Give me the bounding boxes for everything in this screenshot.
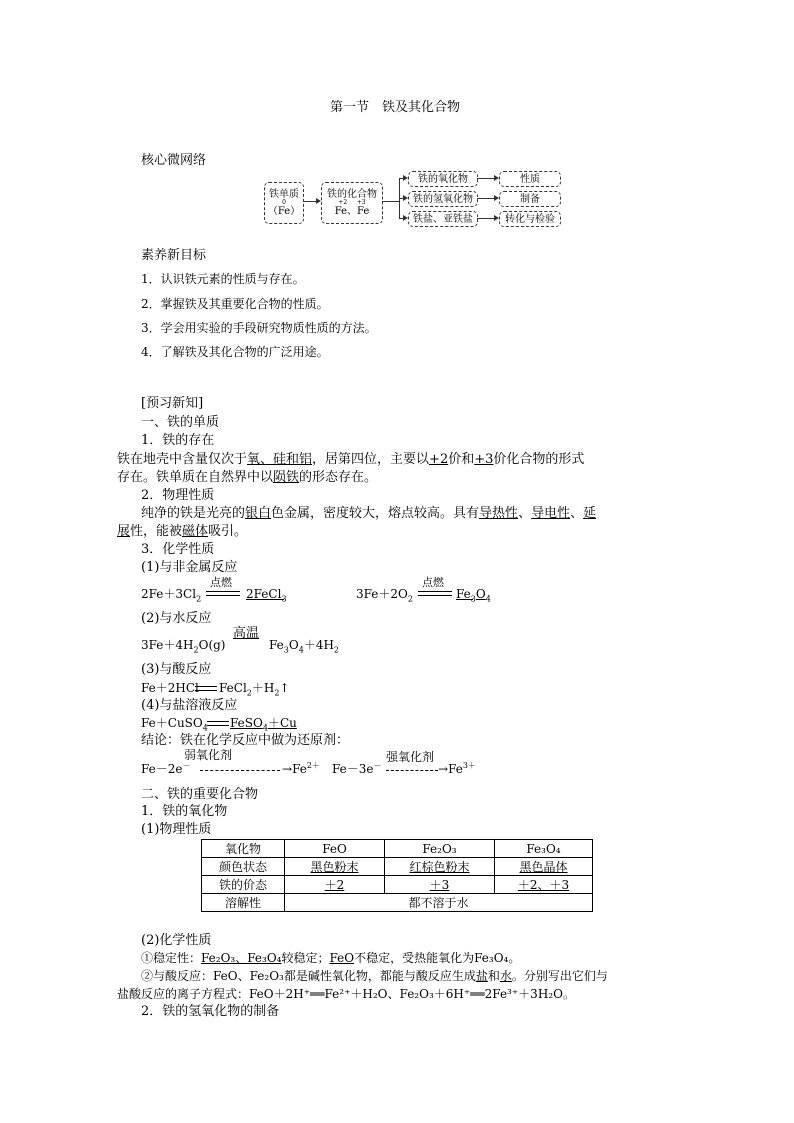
condition-ignite: 点燃 (422, 576, 444, 589)
answer-blank: FeO (329, 951, 355, 965)
equation-fe-water-right: $Fe_3O_4+4H_2$ (269, 638, 340, 655)
subsection-heading: 1．铁的氧化物 (141, 804, 228, 819)
reduction-eq-2-right: $\to Fe^{3+}$ (438, 761, 476, 776)
table-header: FeO (285, 840, 385, 858)
box-conversion-testing: 转化与检验 (499, 211, 561, 227)
reaction-category: (4)与盐溶液反应 (141, 698, 238, 713)
arrow-line (382, 201, 399, 202)
equation-fe-o2-left: $3Fe+2O_2$ (356, 587, 413, 604)
table-cell: 铁的价态 (202, 876, 285, 894)
table-cell: ＋2 (285, 876, 385, 894)
arrow-line (303, 201, 316, 202)
table-row (202, 840, 593, 858)
box-iron-salts: 铁盐、亚铁盐 (408, 211, 478, 227)
label-weak-oxidant: 弱氧化剂 (184, 748, 233, 762)
table-cell: 都不溶于水 (285, 894, 593, 912)
reduction-eq-2: Fe－3e－ (332, 761, 382, 776)
answer-blank: 导电性 (531, 506, 571, 521)
equation-double-line (418, 591, 452, 596)
answer-blank: 延 (583, 506, 597, 521)
arrow-line (477, 198, 495, 199)
answer-blank: 水 (499, 969, 512, 983)
box-iron-compound (321, 182, 383, 224)
answer-blank: 银白 (245, 506, 272, 521)
paragraph-existence-1: 铁在地壳中含量仅次于氧、硅和铝，居第四位，主要以+2价和+3价化合物的形式 (117, 452, 585, 467)
box-iron-oxides: 铁的氧化物 (408, 171, 478, 187)
oxide-properties-table (201, 839, 593, 912)
subsection-heading: 2．物理性质 (141, 488, 215, 503)
box-iron-compound-formula: Fe、Fe (334, 206, 370, 217)
box-preparation: 制备 (499, 191, 561, 207)
oxidation-state-3: +3 (356, 199, 366, 206)
table-cell: ＋2、＋3 (495, 876, 593, 894)
table-cell: 溶解性 (202, 894, 285, 912)
paragraph-existence-2: 存在。铁单质在自然界中以陨铁的形态存在。 (117, 470, 378, 485)
page-title: 第一节 铁及其化合物 (330, 100, 461, 115)
paragraph-acid-2: 盐酸反应的离子方程式：FeO＋2H⁺══Fe²⁺＋H₂O、Fe₂O₃＋6H⁺══2Fe³⁺＋3H₂O。 (117, 987, 575, 1001)
dashed-arrow (386, 770, 438, 771)
arrow-line (477, 218, 495, 219)
goal-item: 3．学会用实验的手段研究物质性质的方法。 (141, 321, 377, 335)
equation-fe-cuso4-right: FeSO$_4$＋Cu (230, 716, 297, 733)
goal-item: 2．掌握铁及其重要化合物的性质。 (141, 297, 329, 311)
reaction-category: (1)与非金属反应 (141, 560, 238, 575)
table-row (202, 876, 593, 894)
table-cell: 颜色状态 (202, 858, 285, 876)
equation-fe-cl2-left: $2Fe+3Cl_2$ (141, 587, 202, 604)
table-cell: ＋3 (385, 876, 495, 894)
equation-fe-o2-right: $Fe_3O_4$ (456, 587, 491, 604)
goal-item: 1．认识铁元素的性质与存在。 (141, 272, 305, 286)
reaction-category: (3)与酸反应 (141, 662, 212, 677)
table-row (202, 894, 593, 912)
condition-high-temp: 高温 (233, 626, 260, 641)
answer-blank: 导热性 (479, 506, 519, 521)
arrow-line (477, 178, 495, 179)
answer-blank: Fe₂O₃、Fe₃O₄ (201, 951, 282, 965)
reduction-eq-1-right: $\to Fe^{2+}$ (282, 761, 320, 776)
table-cell: 黑色粉末 (285, 858, 385, 876)
equation-fe-hcl-right: $FeCl_2+H_2↑$ (219, 681, 290, 698)
table-header: 氧化物 (202, 840, 285, 858)
equation-fe-hcl-left: Fe＋2HCl (141, 681, 199, 695)
subsection-heading: 1．铁的存在 (141, 433, 215, 448)
equation-fe-cuso4-left: Fe＋CuSO$_4$ (141, 716, 208, 733)
subsection-heading: 2．铁的氢氧化物的制备 (141, 1004, 280, 1019)
equation-double-line (206, 591, 240, 596)
answer-blank: 氧、硅和铝 (247, 452, 313, 467)
conclusion-text: 结论：铁在化学反应中做为还原剂： (141, 733, 350, 748)
answer-blank: 磁体 (182, 524, 209, 539)
table-header: Fe₂O₃ (385, 840, 495, 858)
equation-fe-cl2-right: 2FeCl$_3$ (246, 587, 287, 604)
box-properties: 性质 (499, 171, 561, 187)
subsection-heading: 3．化学性质 (141, 542, 215, 557)
reaction-category: (2)化学性质 (141, 933, 212, 948)
equation-double-line (195, 686, 217, 691)
answer-blank: 展 (117, 524, 131, 539)
answer-blank: 陨铁 (273, 470, 300, 485)
box-iron-element (264, 182, 304, 224)
oxidation-state-2: +2 (338, 199, 348, 206)
paragraph-acid-1: ②与酸反应：FeO、Fe₂O₃都是碱性氧化物，都能与酸反应生成盐和水。分别写出它们与 (141, 969, 608, 983)
network-heading: 核心微网络 (141, 153, 207, 168)
answer-blank: +2 (429, 452, 449, 467)
table-row (202, 858, 593, 876)
answer-blank: 盐 (475, 969, 488, 983)
paragraph-stability: ①稳定性：Fe₂O₃、Fe₃O₄较稳定；FeO不稳定，受热能氧化为Fe₃O₄。 (141, 951, 521, 965)
table-cell: 黑色晶体 (495, 858, 593, 876)
goals-heading: 素养新目标 (141, 248, 207, 263)
reaction-category: (1)物理性质 (141, 822, 212, 837)
preview-heading: [预习新知] (141, 396, 204, 411)
label-strong-oxidant: 强氧化剂 (386, 750, 435, 764)
box-iron-compound-label: 铁的化合物 (327, 189, 377, 200)
section-heading: 一、铁的单质 (141, 415, 220, 430)
paragraph-physical-2: 展性，能被磁体吸引。 (117, 524, 248, 539)
table-cell: 红棕色粉末 (385, 858, 495, 876)
section-heading: 二、铁的重要化合物 (141, 787, 259, 802)
paragraph-physical-1: 纯净的铁是光亮的银白色金属，密度较大，熔点较高。具有导热性、导电性、延 (141, 506, 597, 521)
equation-double-line (207, 721, 229, 726)
oxidation-state: 0 (282, 199, 286, 206)
box-iron-element-formula: （Fe） (267, 206, 301, 217)
reduction-eq-1: Fe－2e－ (141, 761, 191, 776)
equation-fe-water-left: $3Fe+4H_2O(g)$ (141, 638, 226, 655)
answer-blank: +3 (474, 452, 494, 467)
box-iron-hydroxides: 铁的氢氧化物 (408, 191, 478, 207)
condition-ignite: 点燃 (210, 576, 232, 589)
goal-item: 4．了解铁及其化合物的广泛用途。 (141, 345, 329, 359)
dashed-arrow (200, 770, 280, 771)
box-iron-element-label: 铁单质 (269, 189, 299, 200)
reaction-category: (2)与水反应 (141, 611, 212, 626)
table-header: Fe₃O₄ (495, 840, 593, 858)
